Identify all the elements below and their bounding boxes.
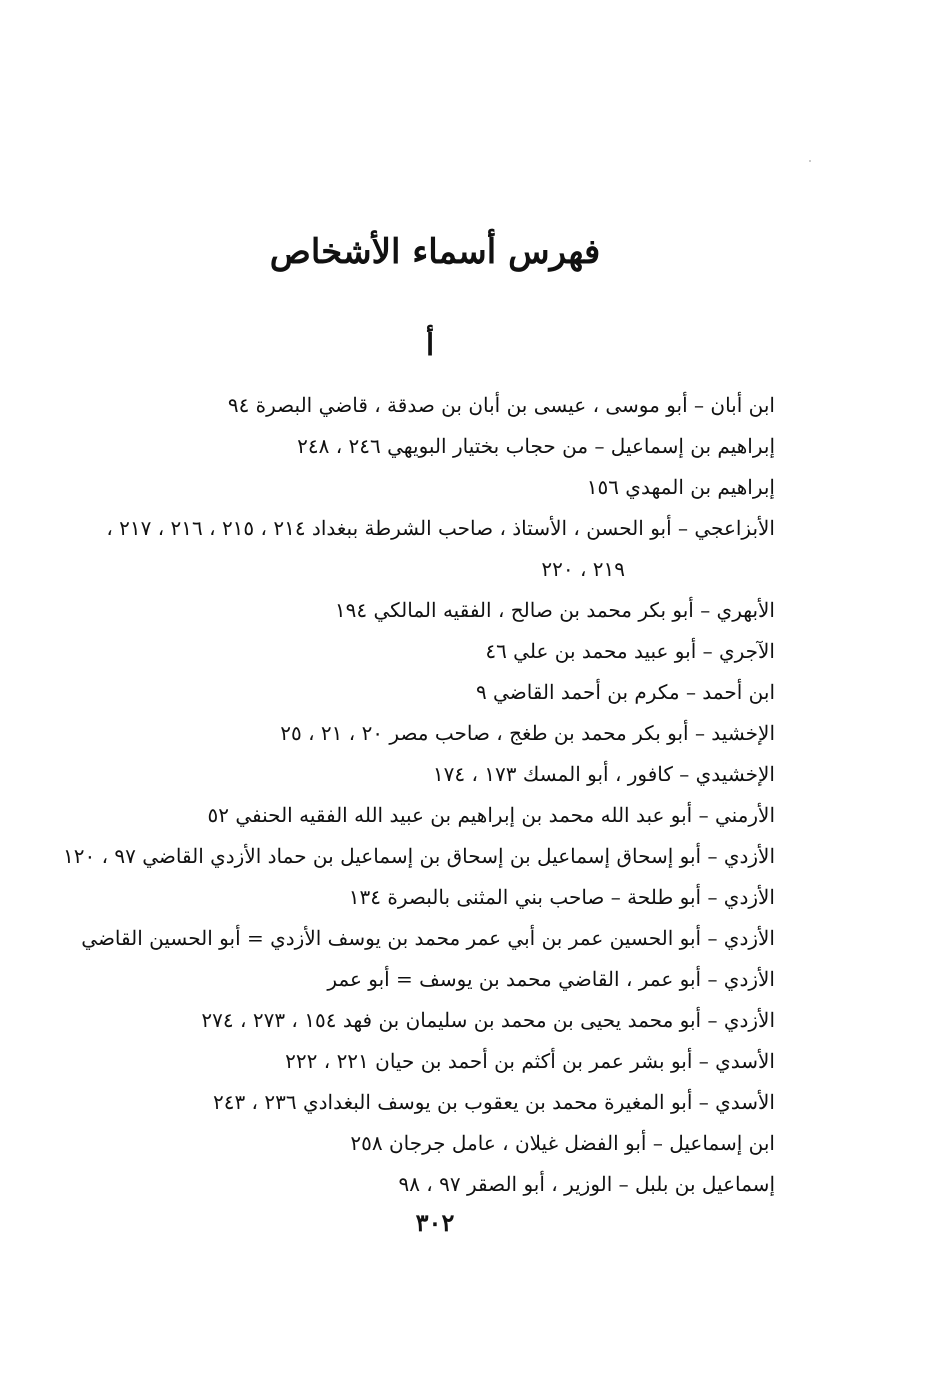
index-entry-multiline <box>95 508 775 590</box>
index-entry: الآجري – أبو عبيد محمد بن علي ٤٦ <box>485 639 775 663</box>
index-entry-continuation: ٢١٩ ، ٢٢٠ <box>541 557 625 581</box>
index-entry: الأزدي – أبو عمر ، القاضي محمد بن يوسف = أبو عمر <box>327 967 775 991</box>
index-entry: الأسدي – أبو المغيرة محمد بن يعقوب بن يوسف البغدادي ٢٣٦ ، ٢٤٣ <box>212 1090 775 1114</box>
index-entry: إبراهيم بن المهدي ١٥٦ <box>586 475 775 499</box>
page-number: ٣٠٢ <box>415 1208 455 1237</box>
index-entry: ابن إسماعيل – أبو الفضل غيلان ، عامل جرجان ٢٥٨ <box>350 1131 775 1155</box>
index-entry: ابن أحمد – مكرم بن أحمد القاضي ٩ <box>475 680 775 704</box>
index-entry: إسماعيل بن بلبل – الوزير ، أبو الصقر ٩٧ ، ٩٨ <box>398 1172 775 1196</box>
index-entry-main-line: الأبزاعجي – أبو الحسن ، الأستاذ ، صاحب الشرطة ببغداد ٢١٤ ، ٢١٥ ، ٢١٦ ، ٢١٧ ، <box>106 516 775 540</box>
section-letter-heading: أ <box>425 328 435 363</box>
index-entry: الإخشيدي – كافور ، أبو المسك ١٧٣ ، ١٧٤ <box>432 762 775 786</box>
index-entry: الأزدي – أبو طلحة – صاحب بني المثنى بالبصرة ١٣٤ <box>348 885 775 909</box>
index-entry: الأزدي – أبو إسحاق إسماعيل بن إسحاق بن إسماعيل بن حماد الأزدي القاضي ٩٧ ، ١٢٠ <box>62 844 775 868</box>
index-title: فهرس أسماء الأشخاص <box>269 232 601 272</box>
index-entry: إبراهيم بن إسماعيل – من حجاب بختيار البويهي ٢٤٦ ، ٢٤٨ <box>297 434 775 458</box>
index-entry: الأزدي – أبو الحسين عمر بن أبي عمر محمد بن يوسف الأزدي = أبو الحسين القاضي <box>81 926 775 950</box>
index-entries-list <box>62 385 775 1205</box>
index-entry: ابن أبان – أبو موسى ، عيسى بن أبان بن صدقة ، قاضي البصرة ٩٤ <box>227 393 775 417</box>
index-entry: الإخشيد – أبو بكر محمد بن طغج ، صاحب مصر ٢٠ ، ٢١ ، ٢٥ <box>280 721 775 745</box>
paper-speck <box>809 160 811 162</box>
index-entry: الأزدي – أبو محمد يحيى بن محمد بن سليمان بن فهد ١٥٤ ، ٢٧٣ ، ٢٧٤ <box>201 1008 775 1032</box>
index-entry: الأرمني – أبو عبد الله محمد بن إبراهيم بن عبيد الله الفقيه الحنفي ٥٢ <box>207 803 775 827</box>
index-entry: الأسدي – أبو بشر عمر بن أكثم بن أحمد بن حيان ٢٢١ ، ٢٢٢ <box>285 1049 775 1073</box>
index-entry: الأبهري – أبو بكر محمد بن صالح ، الفقيه المالكي ١٩٤ <box>334 598 775 622</box>
